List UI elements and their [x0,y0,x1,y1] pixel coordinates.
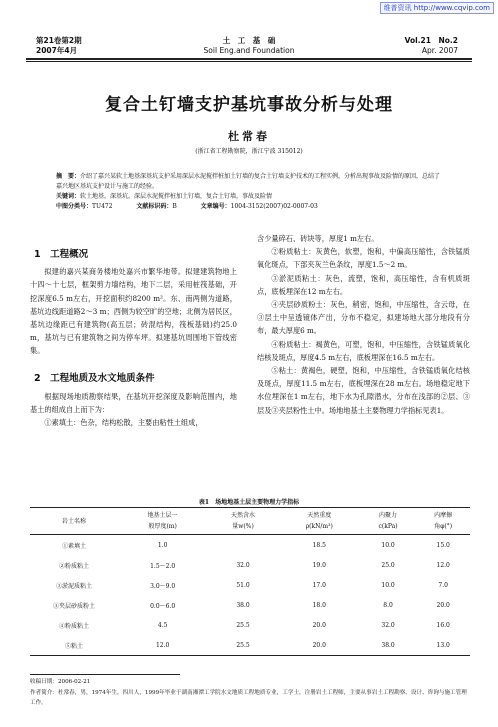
table-cell: ⑤粘土 [30,635,118,656]
keywords-text: 软土地基，深基坑，深层水泥搅拌桩加土钉墙，复合土钉墙，事故及险情 [80,193,273,200]
col-header-cohesion-l2: c(kPa) [378,523,398,530]
table-cell: 7.0 [438,581,448,589]
col-header-soil [30,508,118,535]
table-cell: 32.0 [236,561,250,569]
doc-code-value: B [172,203,177,210]
soil-layer-5: ⑤粘土：黄褐色，硬塑，饱和，中压缩性，含铁锰质氧化结核及斑点，厚度11.5 m左右，底板埋深在28 m左右。场地稳定地下水位埋深在1 m左右，地下水为孔隙潜水，分布在浅部的②层、③层及③夹层粉性土中。场地地基土主要物理力学指标见表1。 [257,366,470,415]
col-header-water-content [207,508,278,535]
col-header-thickness-l2: 般厚度(m) [148,523,177,530]
table-cell [207,535,278,556]
col-header-thickness [118,508,207,535]
col-header-thickness-l1: 地基土层一 [147,512,178,519]
col-header-weight-l1: 天然重度 [307,512,332,519]
col-header-soil-text: 岩土名称 [61,517,86,525]
author-affiliation: (浙江省工程勘察院，浙江宁波 315012) [195,148,303,155]
classification [56,202,446,212]
table-cell: 20.0 [436,601,450,609]
author-bio: 作者简介：杜常春，男，1974年生，四川人，1999年毕业于湖南湘潭工学院水文地质工程地质专业，工学士，注册岩土工程师，主要从事岩土工程勘察、设计、咨询与施工管理工作。 [30,689,467,706]
header-rule [26,58,472,60]
soil-layer-1-cont: 含少量碎石、砖块等，厚度1 m左右。 [257,234,379,243]
journal-date: 2007年4月 [36,46,78,55]
journal-name-en: Soil Eng.and Foundation [203,46,295,55]
table-cell: 32.0 [381,621,395,629]
table-cell: 16.0 [436,621,450,629]
table-cell: ②粉质粘土 [58,562,89,570]
table-header-row [30,508,470,535]
col-header-friction [416,508,470,535]
col-header-cohesion-l1: 内聚力 [379,512,398,519]
table-cell: 20.0 [312,621,326,629]
table-row [30,635,470,656]
table-cell: 18.0 [312,601,326,609]
table-row [30,555,470,575]
soil-layer-3a: ④夹层砂质粉土：灰色，稍密，饱和，中压缩性，含云母，在③层土中呈透镜体产出，分布不稳定，拟建场地大部分地段有分布，最大厚度6 m。 [257,300,470,336]
journal-volume-en: Vol.21 No.2 [404,36,458,45]
header-rule-thin [26,61,472,62]
received-date: 收稿日期：2006-02-21 [30,679,91,685]
table-cell: 12.0 [436,561,450,569]
abstract-text [56,172,446,192]
footnote [30,677,470,709]
right-column [257,232,470,417]
article-number-value: 1004-3152(2007)02-0007-03 [230,203,318,210]
col-header-weight-l2: ρ(kN/m³) [305,523,333,530]
table-cell: 10.0 [381,541,395,549]
clc-label: 中图分类号： [56,203,93,210]
table-cell: 20.0 [279,635,360,656]
section-heading-geology: 2 工程地质及水文地质条件 [34,372,155,384]
abstract-label: 摘 要： [56,173,81,180]
table-row [30,595,470,615]
table-cell: 25.5 [207,635,278,656]
left-column [30,248,237,429]
table-cell: 25.0 [381,561,395,569]
soil-layer-2: ②粉质粘土：灰黄色，软塑，饱和，中偏高压缩性，含铁锰质氧化斑点，下部夹灰兰色条纹，厚度1.5～2 m。 [257,247,470,270]
soil-layer-4: ④粉质粘土：褐黄色，可塑，饱和，中压缩性，含铁锰质氧化结核及斑点，厚度4.5 m左右，底板埋深在16.5 m左右。 [257,339,470,362]
table-cell: 13.0 [416,635,470,656]
table-cell: 1.5～2.0 [150,562,176,570]
abstract-block [56,172,446,212]
journal-date-en: Apr. 2007 [421,46,458,55]
table-cell: 38.0 [360,635,417,656]
geology-paragraph: 根据现场地质勘察结果，在基坑开挖深度及影响范围内，地基土的组成自上而下为： [30,391,237,415]
table-cell: 8.0 [383,601,393,609]
soil-layer-3: ③淤泥质粘土：灰色，流塑，饱和，高压缩性，含有机质斑点，底板埋深在12 m左右。 [257,273,470,296]
author-name: 杜常春 [228,130,270,143]
table-row [30,575,470,595]
table-caption: 表1 场地地基土层主要物理力学指标 [198,499,300,506]
table-cell: 18.5 [312,541,326,549]
table-cell: 1.0 [157,541,168,549]
table-cell: 25.5 [236,621,250,629]
col-header-water-l1: 天然含水 [231,512,256,519]
table-cell: 0.0～6.0 [150,602,176,610]
soil-properties-table [30,507,470,656]
table-row [30,615,470,635]
table-cell: 4.5 [157,621,168,629]
journal-name: 土 工 基 础 [222,36,276,45]
watermark-stamp: 维普资讯 http://www.cqvip.com [380,2,494,14]
table-cell: ①素填土 [61,542,86,550]
table-cell: 10.0 [381,581,395,589]
table-cell: 12.0 [118,635,207,656]
journal-volume: 第21卷第2期 [36,36,82,45]
col-header-water-l2: 量w(%) [232,523,254,530]
table-cell: ③夹层砂质粉土 [52,602,95,610]
table-cell: 38.0 [236,601,250,609]
soil-layer-1: ①素填土：色杂，结构松散，主要由粘性土组成， [44,418,203,428]
table-cell: 3.0～9.0 [150,582,176,590]
keywords [56,192,446,202]
table-cell: 15.0 [436,541,450,549]
table-cell: ③淤泥质粘土 [55,582,92,590]
col-header-friction-l2: 角φ(°) [434,523,453,530]
table-cell: ④粉质粘土 [58,622,89,630]
overview-paragraph: 拟建的嘉兴某商务楼地处嘉兴市繁华地带。拟建建筑物地上十四～十七层，框架剪力墙结构，地下二层，采用桩筏基础，开挖深度6.5 m左右，开挖面积约8200 m²。东、南两侧为道路，基坑边线距道路2～3 m；西侧为较空旷的空地；北侧为居民区，基坑边缘距已有建筑物(高五层；砖混结构，筏板基础)约25.0 m，基坑与已有建筑物之间为停车坪。拟建基坑周围地下管线密集。 [30,267,237,356]
section-heading-overview: 1 工程概况 [34,249,89,260]
col-header-unit-weight [279,508,360,535]
table-cell: 51.0 [236,581,250,589]
col-header-cohesion [360,508,417,535]
paper-title: 复合土钉墙支护基坑事故分析与处理 [105,95,393,115]
col-header-friction-l1: 内摩擦 [434,512,453,519]
doc-code-label: 文献标识码： [136,203,173,210]
clc-value: TU472 [92,203,113,210]
abstract-body: 介绍了嘉兴某软土地基深基坑支护采用深层水泥搅拌桩加土钉墙的复合土钉墙支护技术的工程实例，分析出现事故及险情的原因，总结了嘉兴地区基坑支护设计与施工的经验。 [56,173,441,190]
table-row [30,535,470,556]
table-cell: 19.0 [312,561,326,569]
footnote-rule [30,674,180,675]
article-number-label: 文章编号： [200,203,231,210]
keywords-label: 关键词： [56,193,81,200]
table-cell: 17.0 [312,581,326,589]
